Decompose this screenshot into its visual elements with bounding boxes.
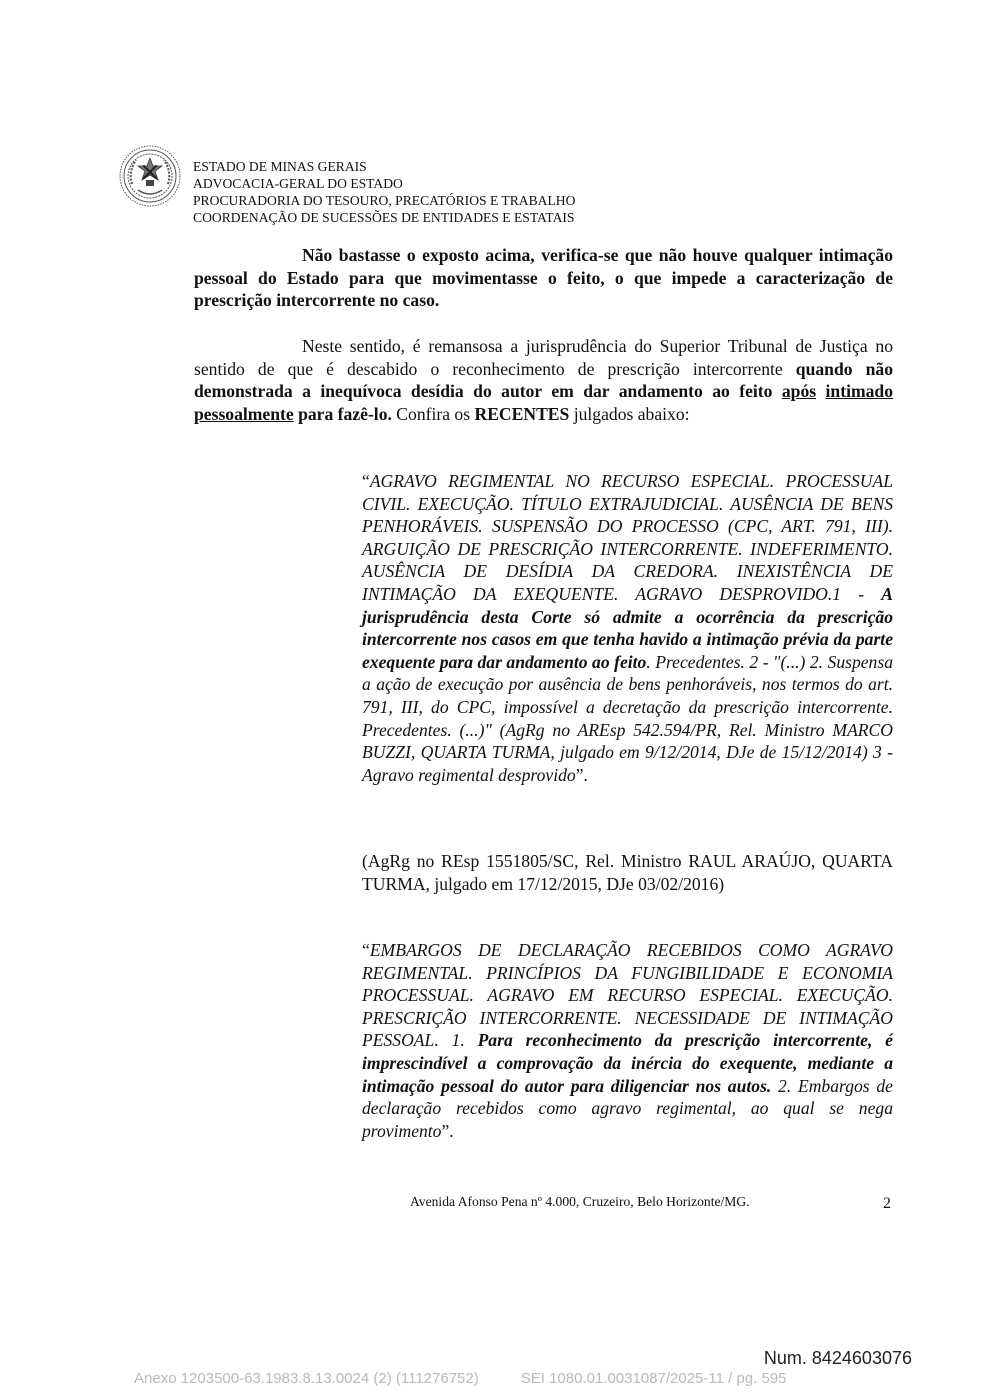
- paragraph-jurisprudencia: [194, 335, 893, 425]
- quote-1-text: “AGRAVO REGIMENTAL NO RECURSO ESPECIAL. PROCESSUAL CIVIL. EXECUÇÃO. TÍTULO EXTRAJUDICIAL. AUSÊNCIA DE BENS PENHORÁVEIS. SUSPENSÃO DO PROCESSO (CPC, ART. 791, III). ARGUIÇÃO DE PRESCRIÇÃO INTERCORRENTE. INDEFERIMENTO. AUSÊNCIA DE DESÍDIA DA CREDORA. INEXISTÊNCIA DE INTIMAÇÃO DA EXEQUENTE. AGRAVO DESPROVIDO.1 - A jurisprudência desta Corte só admite a ocorrência da prescrição intercorrente nos casos em que tenha havido a intimação prévia da parte exequente para dar andamento ao feito. Precedentes. 2 - "(...) 2. Suspensa a ação de execução por ausência de bens penhoráveis, nos termos do art. 791, III, do CPC, impossível a decretação da prescrição intercorrente. Precedentes. (...)" (AgRg no AREsp 542.594/PR, Rel. Ministro MARCO BUZZI, QUARTA TURMA, julgado em 9/12/2014, DJe de 15/12/2014) 3 - Agravo regimental desprovido”.: [362, 471, 894, 785]
- annex-reference: Anexo 1203500-63.1983.8.13.0024 (2) (111276752): [134, 1370, 479, 1387]
- citation-reference-1: [362, 850, 893, 895]
- citation-quote-1: [362, 470, 893, 786]
- page-number: 2: [883, 1195, 891, 1212]
- citation-quote-2: [362, 939, 893, 1142]
- sei-annex-footer: [134, 1370, 787, 1387]
- letterhead-line-coordenacao: COORDENAÇÃO DE SUCESSÕES DE ENTIDADES E ESTATAIS: [193, 210, 575, 225]
- footer-address: Avenida Afonso Pena nº 4.000, Cruzeiro, Belo Horizonte/MG.: [410, 1194, 750, 1209]
- letterhead-line-state: ESTADO DE MINAS GERAIS: [193, 159, 367, 174]
- quote-2-text: “EMBARGOS DE DECLARAÇÃO RECEBIDOS COMO AGRAVO REGIMENTAL. PRINCÍPIOS DA FUNGIBILIDADE E ECONOMIA PROCESSUAL. AGRAVO EM RECURSO ESPECIAL. EXECUÇÃO. PRESCRIÇÃO INTERCORRENTE. NECESSIDADE DE INTIMAÇÃO PESSOAL. 1. Para reconhecimento da prescrição intercorrente, é imprescindível a comprovação da inércia do exequente, mediante a intimação pessoal do autor para diligenciar nos autos. 2. Embargos de declaração recebidos como agravo regimental, ao qual se nega provimento”.: [362, 940, 893, 1141]
- letterhead-line-procuradoria: PROCURADORIA DO TESOURO, PRECATÓRIOS E TRABALHO: [193, 193, 576, 208]
- paragraph-1-text: Não bastasse o exposto acima, verifica-se que não houve qualquer intimação pessoal do Estado para que movimentasse o feito, o que impede a caracterização de prescrição intercorrente no caso.: [194, 245, 893, 311]
- letterhead: [193, 158, 575, 226]
- letterhead-line-agency: ADVOCACIA-GERAL DO ESTADO: [193, 176, 403, 191]
- paragraph-no-intimacao: [194, 244, 893, 312]
- document-number-stamp: Num. 8424603076: [763, 1348, 912, 1368]
- citation-1-text: (AgRg no REsp 1551805/SC, Rel. Ministro RAUL ARAÚJO, QUARTA TURMA, julgado em 17/12/2015, DJe 03/02/2016): [362, 851, 893, 894]
- sei-reference: SEI 1080.01.0031087/2025-11 / pg. 595: [520, 1370, 787, 1387]
- state-coat-of-arms-icon: [118, 144, 182, 208]
- paragraph-2-text: Neste sentido, é remansosa a jurisprudência do Superior Tribunal de Justiça no sentido de que é descabido o reconhecimento de prescrição intercorrente quando não demonstrada a inequívoca desídia do autor em dar andamento ao feito após intimado pessoalmente para fazê-lo. Confira os RECENTES julgados abaixo:: [194, 336, 893, 424]
